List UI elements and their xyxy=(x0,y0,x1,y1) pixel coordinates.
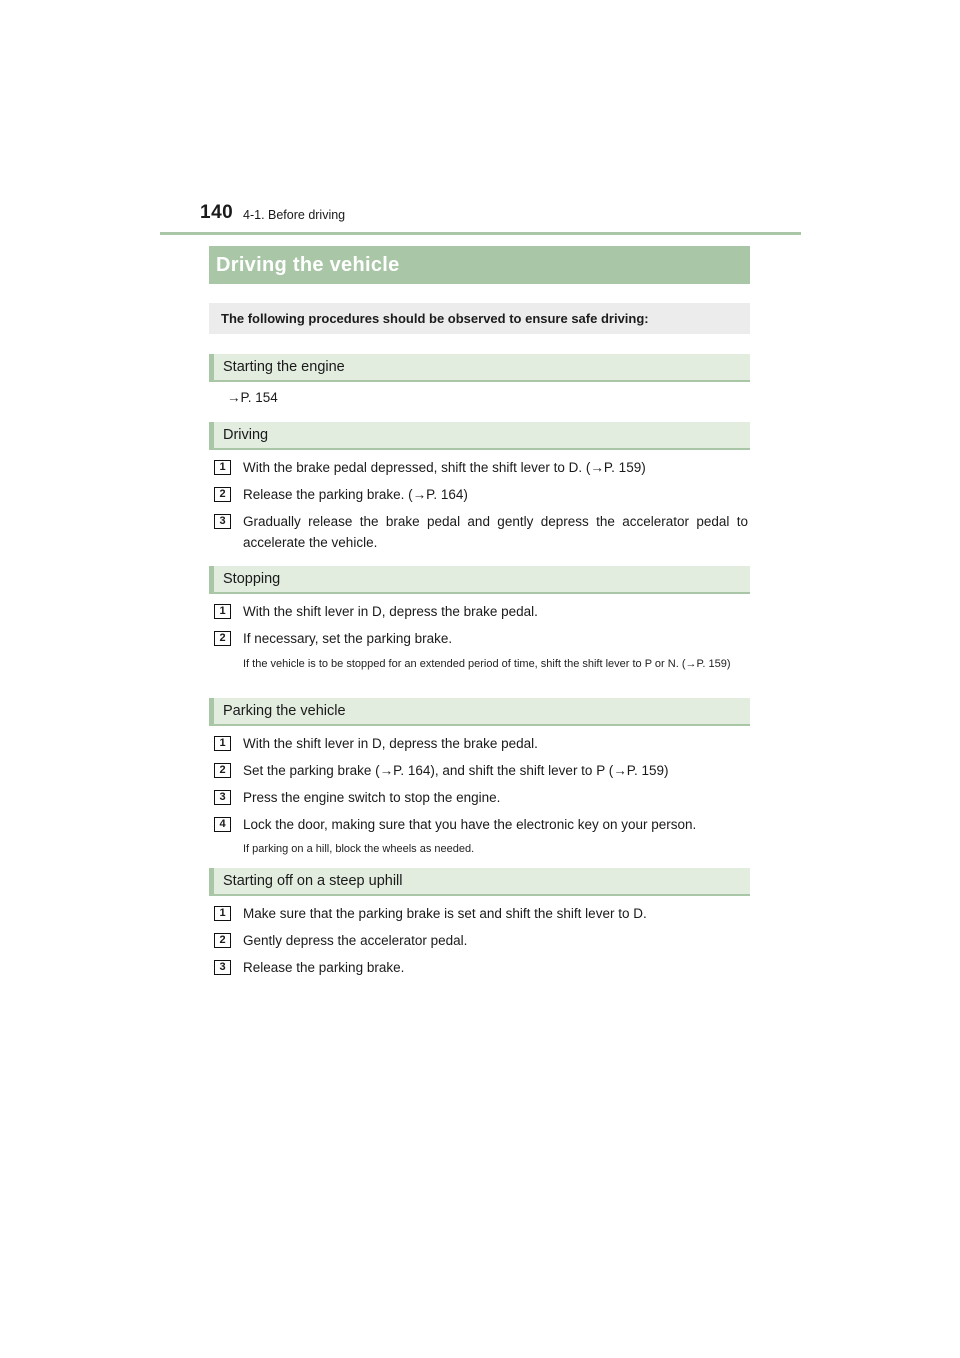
page-title-bar xyxy=(209,246,750,284)
step-text: Release the parking brake. xyxy=(243,960,405,975)
step-number-badge: 1 xyxy=(214,906,231,921)
step-number-badge: 2 xyxy=(214,933,231,948)
subheading-starting-engine xyxy=(209,354,750,382)
step-number-badge: 1 xyxy=(214,460,231,475)
step-text: If necessary, set the parking brake. xyxy=(243,631,453,646)
step-text: Lock the door, making sure that you have the electronic key on your person. xyxy=(243,817,697,832)
step-number-badge: 3 xyxy=(214,790,231,805)
step-text: With the brake pedal depressed, shift the shift lever to D. (→P. 159) xyxy=(243,460,646,475)
subheading-driving xyxy=(209,422,750,450)
subheading-label: Stopping xyxy=(223,571,281,587)
subheading-steep-uphill xyxy=(209,868,750,896)
step-number-badge: 3 xyxy=(214,960,231,975)
step-text: With the shift lever in D, depress the brake pedal. xyxy=(243,736,538,751)
intro-text: The following procedures should be observed to ensure safe driving: xyxy=(221,311,649,326)
step-number-badge: 3 xyxy=(214,514,231,529)
step-text: With the shift lever in D, depress the brake pedal. xyxy=(243,604,538,619)
step-text: Press the engine switch to stop the engine. xyxy=(243,790,501,805)
step-text: Gradually release the brake pedal and gently depress the accelerator pedal to accelerate the vehicle. xyxy=(243,514,748,550)
subheading-parking xyxy=(209,698,750,726)
step-number-badge: 2 xyxy=(214,487,231,502)
step-number-badge: 2 xyxy=(214,631,231,646)
page-title: Driving the vehicle xyxy=(216,254,400,276)
note-text: If parking on a hill, block the wheels as needed. xyxy=(243,843,475,855)
page-number: 140 xyxy=(200,202,234,223)
subheading-label: Parking the vehicle xyxy=(223,703,346,719)
subheading-stopping xyxy=(209,566,750,594)
section-label: 4-1. Before driving xyxy=(243,208,346,222)
step-text: Make sure that the parking brake is set and shift the shift lever to D. xyxy=(243,906,647,921)
step-text: Set the parking brake (→P. 164), and shift the shift lever to P (→P. 159) xyxy=(243,763,669,778)
subheading-label: Starting off on a steep uphill xyxy=(223,873,403,889)
step-text: Release the parking brake. (→P. 164) xyxy=(243,487,468,502)
note-text: If the vehicle is to be stopped for an extended period of time, shift the shift lever to P or N. (→P. 159) xyxy=(243,658,731,670)
header-divider xyxy=(160,232,801,235)
step-number-badge: 1 xyxy=(214,736,231,751)
page-reference: →P. 154 xyxy=(227,390,278,405)
step-number-badge: 1 xyxy=(214,604,231,619)
step-number-badge: 2 xyxy=(214,763,231,778)
subheading-label: Starting the engine xyxy=(223,359,345,375)
step-text: Gently depress the accelerator pedal. xyxy=(243,933,468,948)
step-number-badge: 4 xyxy=(214,817,231,832)
subheading-label: Driving xyxy=(223,427,269,443)
intro-banner xyxy=(209,303,750,334)
